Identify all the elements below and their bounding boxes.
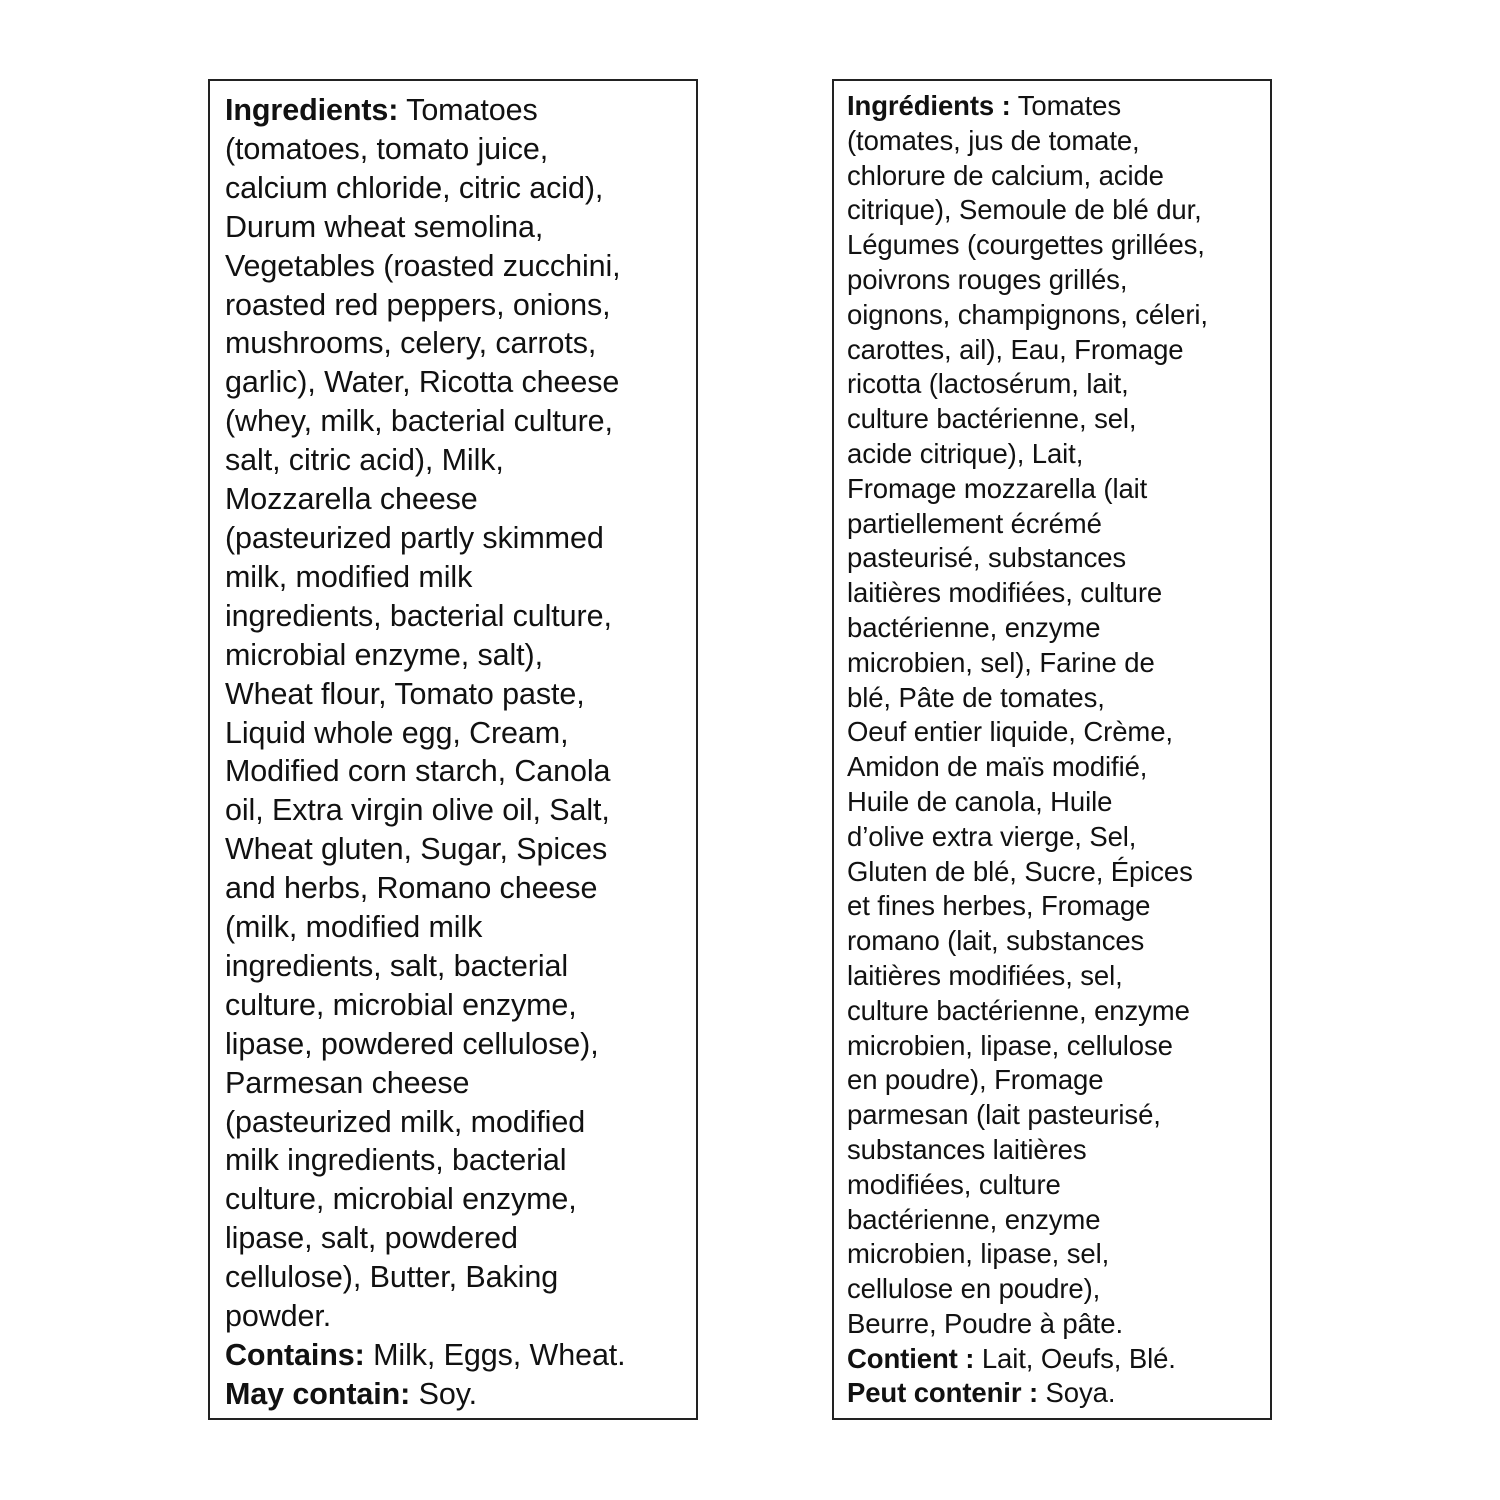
ingredients-line: Modified corn starch, Canola — [225, 754, 611, 789]
ingredients-line: milk ingredients, bacterial — [225, 1143, 567, 1178]
ingredients-line: bactérienne, enzyme — [847, 1203, 1101, 1235]
ingredients-line: and herbs, Romano cheese — [225, 871, 598, 906]
ingredients-line: ingredients, bacterial culture, — [225, 598, 612, 633]
ingredients-line: d’olive extra vierge, Sel, — [847, 820, 1137, 852]
ingredients-line: substances laitières — [847, 1133, 1087, 1165]
ingredients-line: Fromage mozzarella (lait — [847, 472, 1148, 504]
ingredients-line: laitières modifiées, sel, — [847, 959, 1123, 991]
ingredients-line: parmesan (lait pasteurisé, — [847, 1099, 1161, 1131]
ingredients-line: oignons, champignons, céleri, — [847, 298, 1208, 330]
ingredients-line: (pasteurized partly skimmed — [225, 520, 604, 555]
ingredients-line: acide citrique), Lait, — [847, 437, 1084, 469]
ingredients-line: bactérienne, enzyme — [847, 611, 1101, 643]
ingredients-line: oil, Extra virgin olive oil, Salt, — [225, 793, 610, 828]
ingredients-line: salt, citric acid), Milk, — [225, 443, 504, 478]
ingredients-label: Ingrédients : — [847, 90, 1011, 121]
ingredients-line: milk, modified milk — [225, 559, 473, 594]
contains-label: Contains: — [225, 1338, 365, 1372]
ingredients-line: Huile de canola, Huile — [847, 785, 1113, 817]
ingredients-line: microbien, lipase, sel, — [847, 1238, 1110, 1270]
ingredients-line: ingredients, salt, bacterial — [225, 948, 569, 983]
ingredients-line: mushrooms, celery, carrots, — [225, 326, 597, 361]
ingredients-line: microbien, sel), Farine de — [847, 646, 1155, 678]
ingredients-line: microbial enzyme, salt), — [225, 637, 543, 672]
ingredients-line: Légumes (courgettes grillées, — [847, 229, 1205, 261]
contains-label: Contient : — [847, 1342, 975, 1374]
ingredients-line: cellulose), Butter, Baking — [225, 1260, 559, 1295]
ingredients-line: (tomatoes, tomato juice, — [225, 131, 549, 166]
ingredients-line: (pasteurized milk, modified — [225, 1104, 586, 1139]
ingredients-line: lipase, salt, powdered — [225, 1221, 518, 1256]
ingredients-line: cellulose en poudre), — [847, 1273, 1101, 1305]
ingredients-line: en poudre), Fromage — [847, 1064, 1104, 1096]
ingredients-line: modifiées, culture — [847, 1168, 1061, 1200]
ingredients-line: culture bactérienne, enzyme — [847, 994, 1190, 1026]
may-contain-label: Peut contenir : — [847, 1377, 1039, 1409]
ingredients-line: Amidon de maïs modifié, — [847, 751, 1148, 783]
ingredients-line: Ingrédients : Tomates — [847, 90, 1121, 121]
ingredients-line: partiellement écrémé — [847, 507, 1102, 539]
ingredients-line: Mozzarella cheese — [225, 482, 478, 517]
ingredients-line: pasteurisé, substances — [847, 542, 1127, 574]
ingredients-line: carottes, ail), Eau, Fromage — [847, 333, 1184, 365]
french-ingredients-panel — [832, 79, 1272, 1420]
ingredients-line: laitières modifiées, culture — [847, 577, 1163, 609]
contains-line: Contains: Milk, Eggs, Wheat. — [225, 1338, 626, 1372]
ingredients-line: Vegetables (roasted zucchini, — [225, 248, 621, 283]
ingredients-line: lipase, powdered cellulose), — [225, 1026, 599, 1061]
contains-line: Contient : Lait, Oeufs, Blé. — [847, 1342, 1176, 1374]
ingredients-line: ricotta (lactosérum, lait, — [847, 368, 1129, 400]
ingredients-line: Wheat flour, Tomato paste, — [225, 676, 585, 711]
ingredients-line: microbien, lipase, cellulose — [847, 1029, 1173, 1061]
ingredients-line: (milk, modified milk — [225, 910, 483, 945]
ingredients-line: Oeuf entier liquide, Crème, — [847, 716, 1173, 748]
may-contain-label: May contain: — [225, 1376, 411, 1411]
ingredients-line: Gluten de blé, Sucre, Épices — [847, 855, 1193, 887]
ingredients-line: citrique), Semoule de blé dur, — [847, 194, 1202, 226]
ingredients-line: romano (lait, substances — [847, 925, 1145, 957]
ingredients-line: powder. — [225, 1299, 332, 1334]
english-ingredients-panel — [208, 79, 698, 1420]
may-contain-line: Peut contenir : Soya. — [847, 1377, 1116, 1409]
ingredients-line: culture bactérienne, sel, — [847, 403, 1137, 435]
ingredients-line: culture, microbial enzyme, — [225, 987, 577, 1022]
ingredients-line: Parmesan cheese — [225, 1065, 470, 1100]
ingredients-line: et fines herbes, Fromage — [847, 890, 1151, 922]
ingredients-line: Beurre, Poudre à pâte. — [847, 1307, 1124, 1339]
ingredients-line: culture, microbial enzyme, — [225, 1182, 577, 1217]
ingredients-line: Liquid whole egg, Cream, — [225, 715, 569, 750]
ingredients-label: Ingredients: — [225, 93, 399, 127]
ingredients-line: Durum wheat semolina, — [225, 209, 544, 244]
ingredients-line: Ingredients: Tomatoes — [225, 93, 538, 127]
ingredients-line: blé, Pâte de tomates, — [847, 681, 1105, 713]
ingredients-line: poivrons rouges grillés, — [847, 263, 1128, 295]
ingredients-line: garlic), Water, Ricotta cheese — [225, 365, 620, 400]
ingredients-line: calcium chloride, citric acid), — [225, 170, 604, 205]
ingredients-line: chlorure de calcium, acide — [847, 159, 1164, 191]
ingredients-line: Wheat gluten, Sugar, Spices — [225, 832, 608, 867]
may-contain-line: May contain: Soy. — [225, 1376, 477, 1411]
ingredients-line: (whey, milk, bacterial culture, — [225, 404, 613, 439]
ingredients-line: (tomates, jus de tomate, — [847, 124, 1140, 156]
ingredients-line: roasted red peppers, onions, — [225, 287, 611, 322]
